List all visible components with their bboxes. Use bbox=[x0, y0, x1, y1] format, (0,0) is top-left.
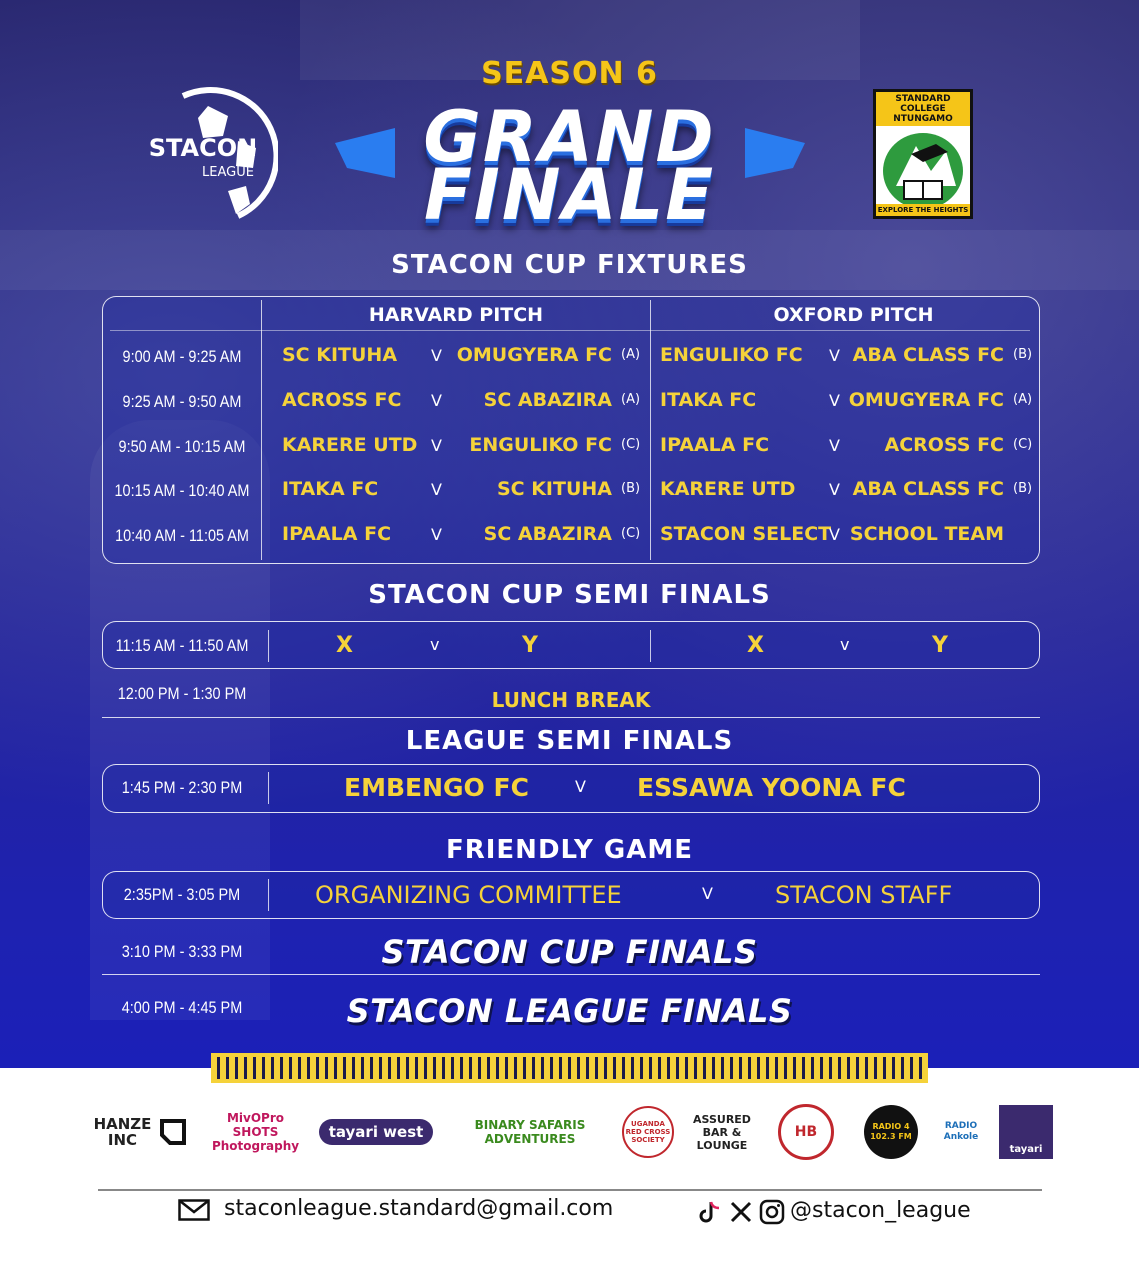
cup-semi-left-vs: v bbox=[430, 635, 440, 654]
friendly-row bbox=[102, 873, 1040, 917]
oxford-home-team: KARERE UTD bbox=[660, 478, 796, 500]
harvard-vs: V bbox=[431, 346, 442, 365]
oxford-group: (B) bbox=[1013, 347, 1033, 362]
harvard-home-team: IPAALA FC bbox=[282, 523, 392, 545]
cup-fixtures-title: STACON CUP FIXTURES bbox=[391, 250, 748, 280]
sponsor-binary-safaris: BINARY SAFARIS ADVENTURES bbox=[474, 1118, 586, 1146]
sponsor-assured: ASSURED BAR & LOUNGE bbox=[693, 1112, 751, 1152]
table-header-divider bbox=[110, 330, 1030, 331]
sponsor-hanze-label: HANZE INC bbox=[93, 1115, 152, 1149]
cup-semi-right-away: Y bbox=[932, 633, 948, 658]
sponsor-hb-label: HB bbox=[778, 1104, 834, 1160]
lunch-divider bbox=[102, 717, 1040, 718]
sponsor-hb bbox=[778, 1100, 834, 1164]
cup-final-time: 3:10 PM - 3:33 PM bbox=[121, 942, 243, 961]
sponsor-radio4 bbox=[863, 1100, 919, 1164]
harvard-away-team: SC ABAZIRA bbox=[483, 523, 612, 545]
cup-semi-right-home: X bbox=[747, 633, 764, 658]
sponsor-red-cross bbox=[620, 1100, 676, 1164]
tiktok-icon[interactable] bbox=[697, 1199, 723, 1225]
grand-title: GRAND bbox=[423, 96, 716, 178]
sponsor-red-cross-label: UGANDA RED CROSS SOCIETY bbox=[622, 1106, 674, 1158]
harvard-away-team: SC ABAZIRA bbox=[483, 389, 612, 411]
oxford-group: (A) bbox=[1013, 392, 1033, 407]
fixture-row bbox=[102, 335, 1040, 379]
harvard-away-team: ENGULIKO FC bbox=[469, 434, 612, 456]
oxford-vs: V bbox=[829, 525, 840, 544]
harvard-group: (C) bbox=[621, 437, 641, 452]
league-semis-time: 1:45 PM - 2:30 PM bbox=[121, 778, 243, 797]
oxford-vs: V bbox=[829, 346, 840, 365]
contact-email[interactable]: staconleague.standard@gmail.com bbox=[224, 1196, 614, 1221]
sponsor-strip bbox=[80, 1100, 1070, 1170]
oxford-away-team: ABA CLASS FC bbox=[852, 478, 1004, 500]
oxford-home-team: ITAKA FC bbox=[660, 389, 757, 411]
oxford-away-team: SCHOOL TEAM bbox=[849, 523, 1004, 545]
pitch-header-harvard: HARVARD PITCH bbox=[368, 304, 544, 326]
friendly-title: FRIENDLY GAME bbox=[445, 835, 694, 865]
fixture-time: 9:00 AM - 9:25 AM bbox=[122, 347, 242, 366]
mail-icon bbox=[178, 1199, 210, 1221]
harvard-group: (A) bbox=[621, 347, 641, 362]
cup-semis-title: STACON CUP SEMI FINALS bbox=[368, 580, 771, 610]
harvard-vs: V bbox=[431, 436, 442, 455]
cup-semis-row bbox=[102, 624, 1040, 668]
fixture-time: 9:50 AM - 10:15 AM bbox=[118, 437, 246, 456]
oxford-away-team: ABA CLASS FC bbox=[852, 344, 1004, 366]
league-semi-away: ESSAWA YOONA FC bbox=[637, 773, 906, 802]
season-title: SEASON 6 bbox=[481, 56, 658, 91]
sponsor-radio-ankole: RADIO Ankole bbox=[943, 1121, 979, 1142]
lunch-label: LUNCH BREAK bbox=[491, 688, 651, 712]
harvard-away-team: OMUGYERA FC bbox=[456, 344, 612, 366]
cup-final-label: STACON CUP FINALS bbox=[381, 933, 758, 971]
harvard-home-team: KARERE UTD bbox=[282, 434, 418, 456]
harvard-vs: V bbox=[431, 480, 442, 499]
hanze-logo-icon bbox=[158, 1117, 188, 1147]
harvard-home-team: SC KITUHA bbox=[282, 344, 398, 366]
fixture-time: 9:25 AM - 9:50 AM bbox=[122, 392, 242, 411]
sponsor-mivopro: MivOPro SHOTS Photography bbox=[211, 1111, 300, 1153]
oxford-group: (B) bbox=[1013, 481, 1033, 496]
friendly-vs: V bbox=[702, 884, 713, 903]
lunch-time: 12:00 PM - 1:30 PM bbox=[117, 684, 247, 703]
fixture-row bbox=[102, 514, 1040, 558]
league-semi-home: EMBENGO FC bbox=[344, 773, 529, 802]
oxford-home-team: STACON SELECT bbox=[660, 523, 832, 545]
league-semis-row bbox=[102, 766, 1040, 810]
fixture-row bbox=[102, 469, 1040, 513]
league-final-time: 4:00 PM - 4:45 PM bbox=[121, 998, 243, 1017]
oxford-group: (C) bbox=[1013, 437, 1033, 452]
fixture-time: 10:15 AM - 10:40 AM bbox=[114, 481, 250, 500]
sponsor-radio4-label: RADIO 4 102.3 FM bbox=[864, 1105, 918, 1159]
harvard-vs: V bbox=[431, 525, 442, 544]
fixture-time: 10:40 AM - 11:05 AM bbox=[115, 526, 249, 545]
sponsor-tayari bbox=[998, 1100, 1054, 1164]
oxford-home-team: ENGULIKO FC bbox=[660, 344, 803, 366]
fixture-row bbox=[102, 425, 1040, 469]
cup-semi-right-vs: v bbox=[840, 635, 850, 654]
finals-divider bbox=[102, 974, 1040, 975]
sponsor-hanze bbox=[80, 1100, 195, 1164]
school-badge-bottom: EXPLORE THE HEIGHTS bbox=[877, 206, 969, 214]
harvard-vs: V bbox=[431, 391, 442, 410]
league-semi-vs: V bbox=[575, 777, 586, 796]
oxford-away-team: OMUGYERA FC bbox=[848, 389, 1004, 411]
harvard-group: (C) bbox=[621, 526, 641, 541]
harvard-home-team: ACROSS FC bbox=[282, 389, 402, 411]
pattern-strip bbox=[211, 1053, 928, 1083]
harvard-group: (B) bbox=[621, 481, 641, 496]
stacon-logo-line2: LEAGUE bbox=[202, 165, 254, 180]
finale-title: FINALE bbox=[423, 154, 716, 236]
school-badge-top: STANDARD COLLEGE NTUNGAMO bbox=[876, 92, 970, 126]
sponsor-tayari-label: tayari bbox=[999, 1105, 1053, 1159]
cup-semi-left-away: Y bbox=[522, 633, 538, 658]
friendly-away: STACON STAFF bbox=[775, 881, 953, 909]
oxford-vs: V bbox=[829, 436, 840, 455]
sponsor-tayari-west-label: tayari west bbox=[319, 1119, 434, 1145]
friendly-time: 2:35PM - 3:05 PM bbox=[123, 885, 241, 904]
footer-divider bbox=[98, 1189, 1042, 1191]
cup-semis-time: 11:15 AM - 11:50 AM bbox=[115, 636, 249, 655]
stacon-logo-line1: STACON bbox=[148, 134, 258, 162]
social-handle[interactable]: @stacon_league bbox=[790, 1198, 971, 1223]
oxford-vs: V bbox=[829, 480, 840, 499]
fixture-row bbox=[102, 380, 1040, 424]
oxford-home-team: IPAALA FC bbox=[660, 434, 770, 456]
lunch-row bbox=[102, 672, 1040, 716]
oxford-vs: V bbox=[829, 391, 840, 410]
instagram-icon[interactable] bbox=[759, 1199, 785, 1225]
sponsor-tayari-west bbox=[316, 1100, 436, 1164]
harvard-group: (A) bbox=[621, 392, 641, 407]
x-icon[interactable] bbox=[729, 1200, 753, 1224]
harvard-away-team: SC KITUHA bbox=[496, 478, 612, 500]
oxford-away-team: ACROSS FC bbox=[884, 434, 1004, 456]
pitch-header-oxford: OXFORD PITCH bbox=[773, 304, 934, 326]
friendly-home: ORGANIZING COMMITTEE bbox=[315, 881, 622, 909]
cup-semi-left-home: X bbox=[336, 633, 353, 658]
harvard-home-team: ITAKA FC bbox=[282, 478, 379, 500]
league-final-label: STACON LEAGUE FINALS bbox=[346, 992, 793, 1030]
league-semis-title: LEAGUE SEMI FINALS bbox=[405, 726, 734, 756]
